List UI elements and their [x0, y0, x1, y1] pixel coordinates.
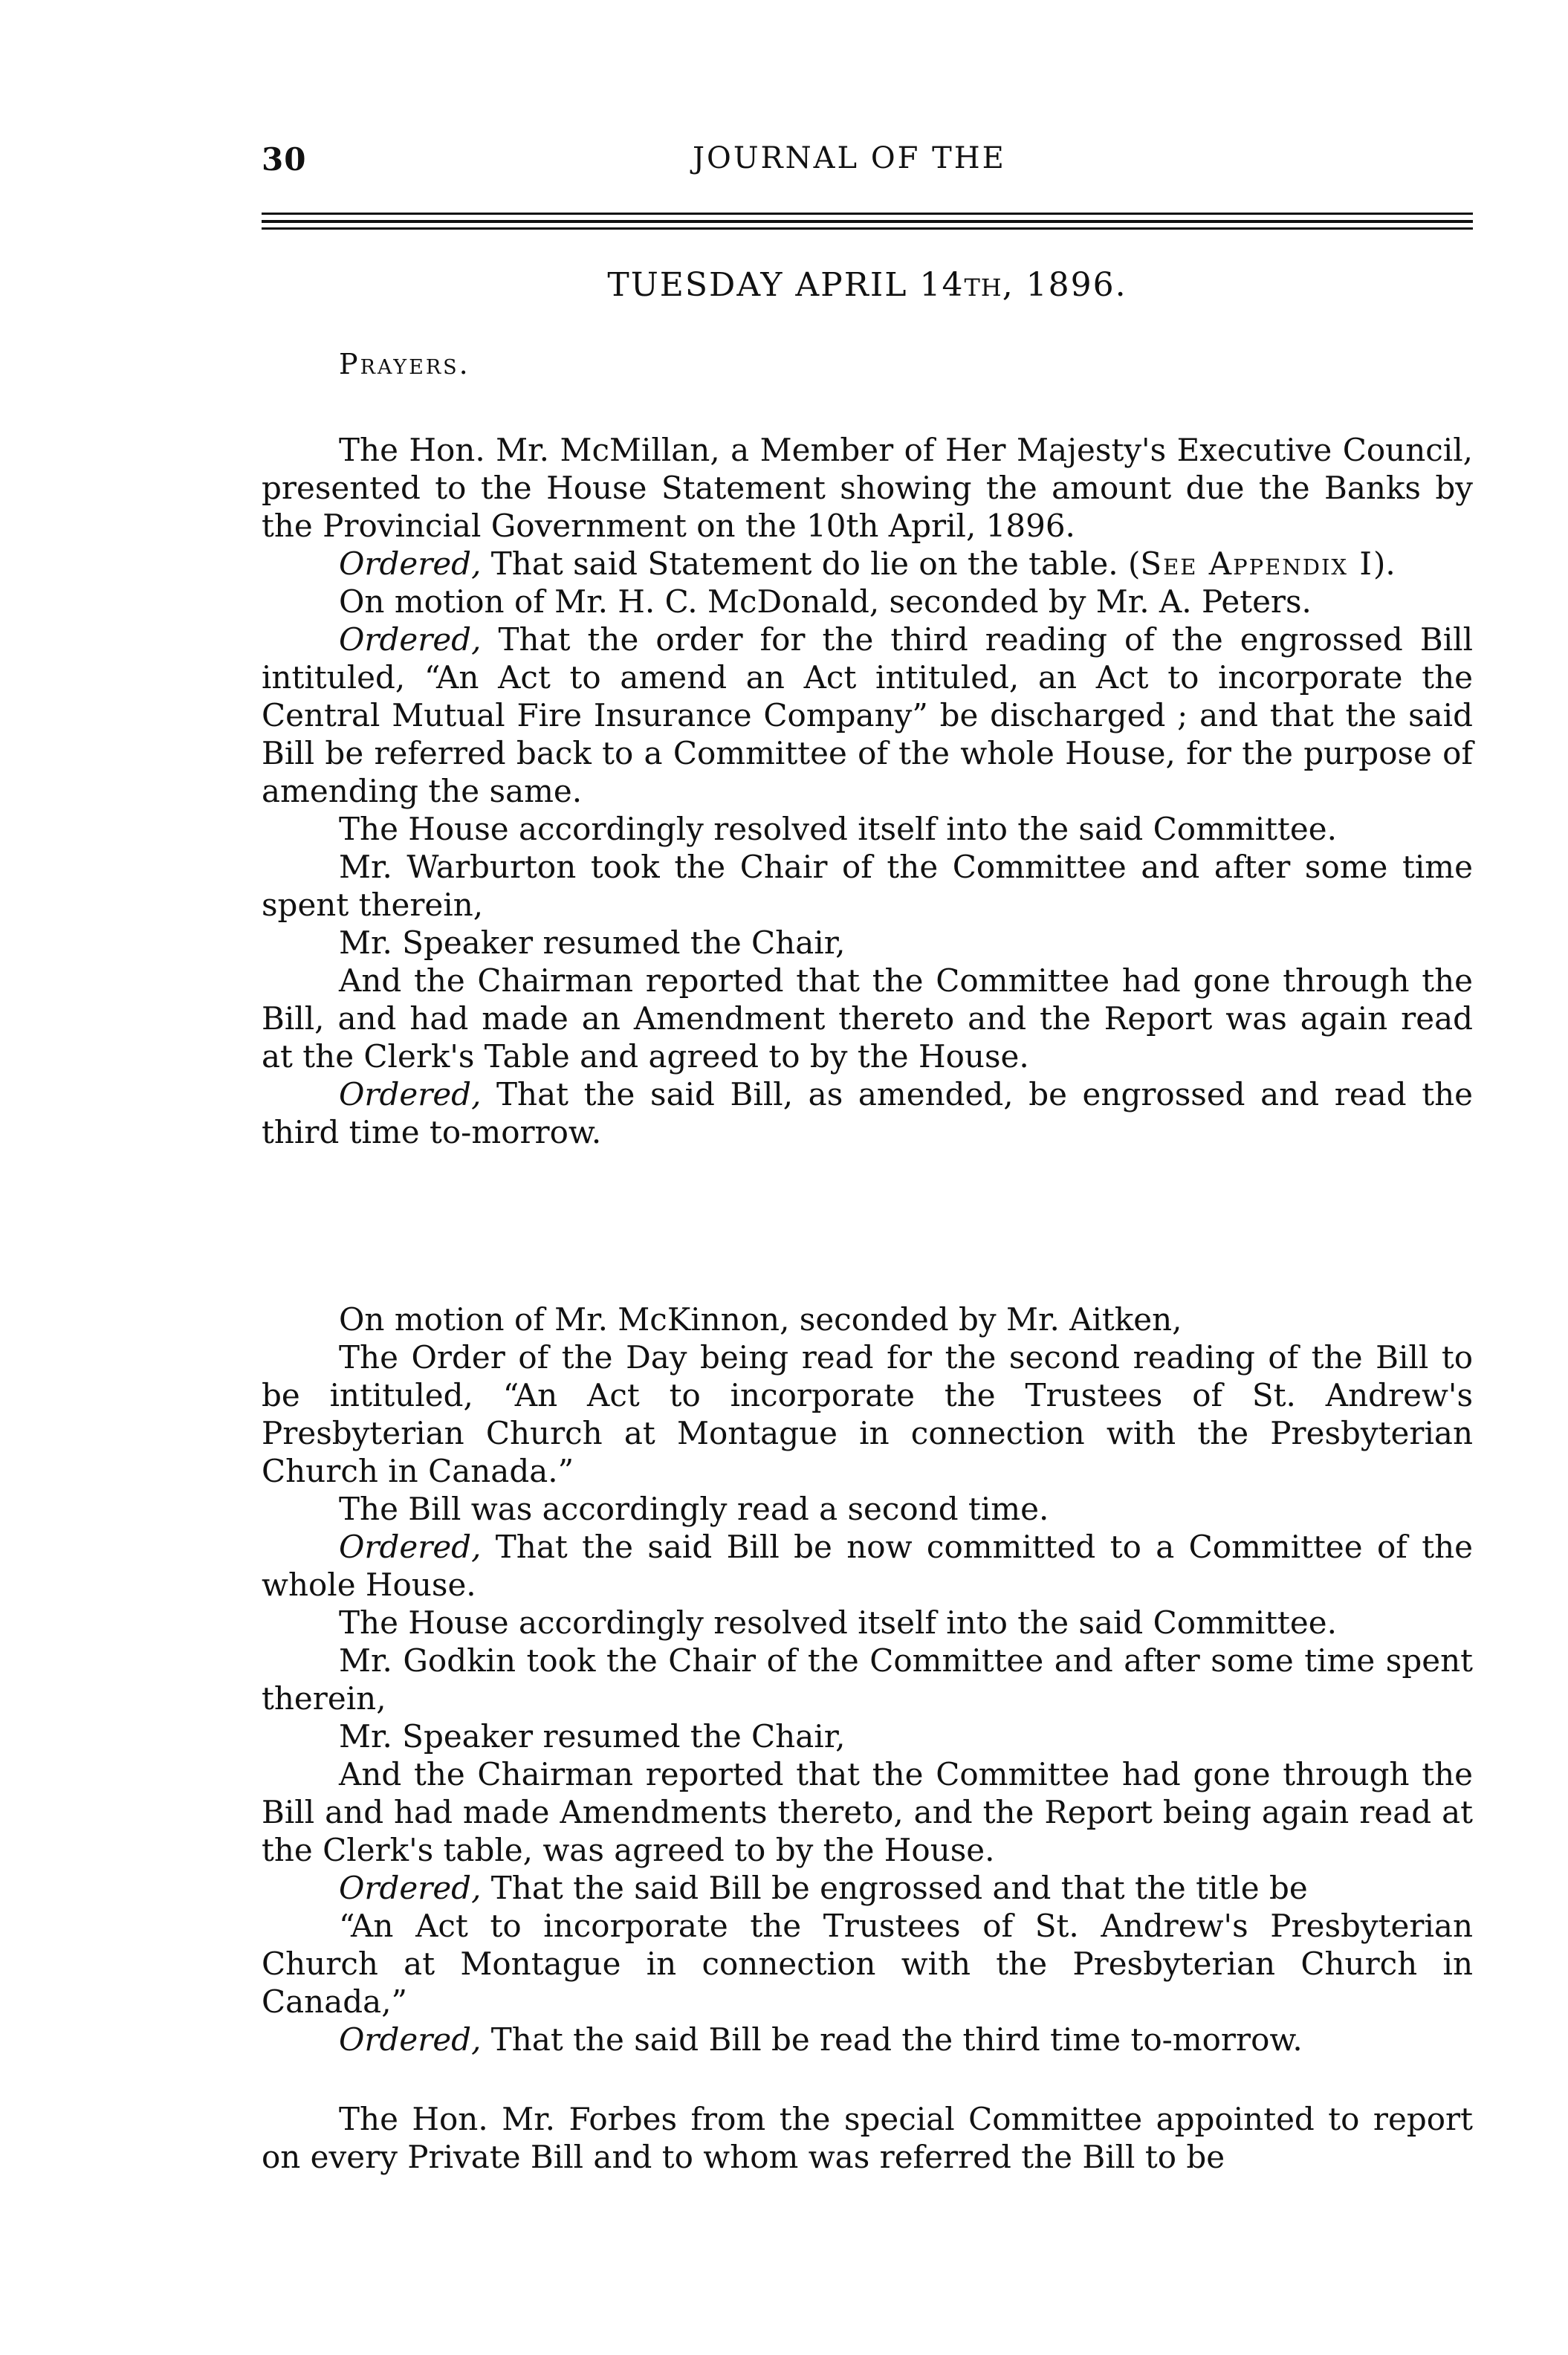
paragraph-motion-mckinnon: On motion of Mr. McKinnon, seconded by Mr. Aitken,	[339, 1301, 1182, 1338]
ordered-text: That the said Bill, as amended, be engrossed and read the third time to-morrow.	[262, 1076, 1473, 1150]
ordered-text: That the said Bill be engrossed and that the title be	[481, 1870, 1308, 1906]
paragraph-house-resolved: The House accordingly resolved itself into the said Committee.	[339, 811, 1337, 847]
header-rule-top	[262, 213, 1473, 215]
paragraph-speaker-resumed: Mr. Speaker resumed the Chair,	[339, 924, 846, 961]
date-heading	[262, 266, 1473, 304]
ordered-text-end: ).	[1373, 545, 1396, 582]
paragraph-chair-warburton: Mr. Warburton took the Chair of the Committee and after some time spent therein,	[262, 849, 1473, 923]
paragraph-bill-title: “An Act to incorporate the Trustees of St. Andrew's Presbyterian Church at Montague in connection with the Presbyterian Church in Canada,”	[262, 1908, 1473, 2020]
paragraph-speaker-resumed: Mr. Speaker resumed the Chair,	[339, 1718, 846, 1755]
paragraph-statement: The Hon. Mr. McMillan, a Member of Her Majesty's Executive Council, presented to the House Statement showing the amount due the Banks by the Provincial Government on the 10th April, 1896.	[262, 432, 1473, 544]
ordered-text: That the said Bill be read the third time to-morrow.	[481, 2021, 1303, 2058]
paragraph-ordered-third-reading	[262, 2021, 1473, 2058]
header-rule-bottom	[262, 227, 1473, 230]
journal-title: JOURNAL OF THE	[693, 141, 1006, 175]
ordered-text: That the order for the third reading of the engrossed Bill intituled, “An Act to amend an Act intituled, an Act to incorporate the Central Mutual Fire Insurance Company” be discharged ; and that the said Bill be referred back to a Committee of the whole House, for the purpose of amending the same.	[262, 621, 1473, 809]
date-heading-year: , 1896.	[1002, 266, 1127, 304]
ordered-label: Ordered,	[339, 2021, 482, 2058]
paragraph-chair-godkin: Mr. Godkin took the Chair of the Committee and after some time spent therein,	[262, 1642, 1473, 1717]
prayers-heading: Prayers.	[339, 348, 470, 380]
ordered-label: Ordered,	[339, 621, 482, 658]
header-rule-middle	[262, 220, 1473, 223]
paragraph-ordered-title	[262, 1869, 1473, 1907]
ordered-text: That said Statement do lie on the table. (	[481, 545, 1141, 582]
proceedings-block-montague	[262, 1300, 1473, 2058]
paragraph-ordered-table	[262, 545, 1473, 583]
paragraph-motion-mcdonald: On motion of Mr. H. C. McDonald, seconded by Mr. A. Peters.	[339, 583, 1312, 620]
paragraph-ordered-discharge	[262, 621, 1473, 810]
paragraph-ordered-engrossed	[262, 1075, 1473, 1151]
paragraph-second-reading: The Bill was accordingly read a second time.	[339, 1491, 1049, 1527]
page-number: 30	[262, 141, 307, 178]
proceedings-block-forbes	[262, 2100, 1473, 2176]
ordered-text: That the said Bill be now committed to a Committee of the whole House.	[262, 1529, 1473, 1603]
ordered-label: Ordered,	[339, 1076, 482, 1112]
ordered-label: Ordered,	[339, 545, 482, 582]
ordered-label: Ordered,	[339, 1529, 482, 1565]
running-head	[262, 141, 1473, 186]
paragraph-house-resolved: The House accordingly resolved itself into the said Committee.	[339, 1604, 1337, 1641]
paragraph-ordered-committed	[262, 1528, 1473, 1604]
paragraph-chairman-reported: And the Chairman reported that the Committee had gone through the Bill and had made Amendments thereto, and the Report being again read at the Clerk's table, was agreed to by the House.	[262, 1756, 1473, 1868]
paragraph-order-of-day: The Order of the Day being read for the second reading of the Bill to be intituled, “An Act to incorporate the Trustees of St. Andrew's Presbyterian Church at Montague in connection with the Presbyterian Church in Canada.”	[262, 1339, 1473, 1489]
appendix-reference: See Appendix I	[1140, 545, 1373, 582]
date-heading-suffix: TH	[964, 273, 1002, 302]
proceedings-block-statement	[262, 431, 1473, 1151]
paragraph-forbes-committee: The Hon. Mr. Forbes from the special Committee appointed to report on every Private Bill and to whom was referred the Bill to be	[262, 2101, 1473, 2175]
paragraph-chairman-reported: And the Chairman reported that the Committee had gone through the Bill, and had made an Amendment thereto and the Report was again read at the Clerk's Table and agreed to by the House.	[262, 962, 1473, 1075]
date-heading-main: TUESDAY APRIL 14	[607, 266, 965, 304]
ordered-label: Ordered,	[339, 1870, 482, 1906]
